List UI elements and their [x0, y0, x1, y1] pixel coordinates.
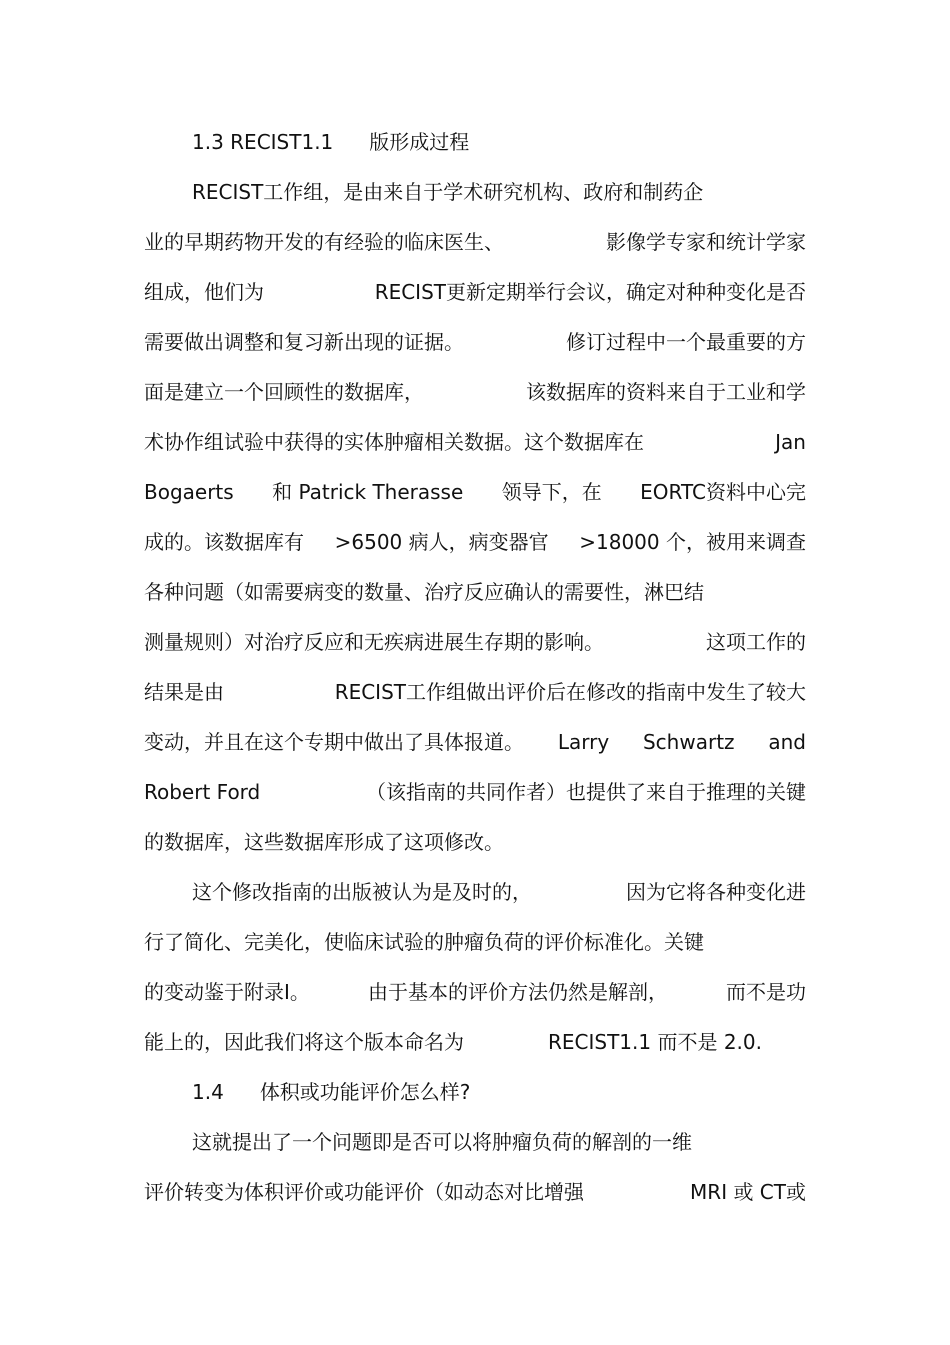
text-segment: 这个修改指南的出版被认为是及时的，	[192, 880, 532, 904]
text-segment: 行了简化、完美化，使临床试验的肿瘤负荷的评价标准化。关键	[144, 930, 704, 954]
text-segment: （该指南的共同作者）也提供了来自于推理的关键	[366, 780, 806, 804]
text-segment: 这就提出了一个问题即是否可以将肿瘤负荷的解剖的一维	[192, 1130, 692, 1154]
text-segment: >18000 个，被用来调查	[579, 530, 806, 554]
paragraph-line	[144, 429, 806, 455]
text-segment: 能上的，因此我们将这个版本命名为	[144, 1030, 464, 1054]
text-segment: 而不是功	[726, 980, 806, 1004]
paragraph-line	[144, 829, 806, 855]
text-segment: 术协作组试验中获得的实体肿瘤相关数据。这个数据库在	[144, 430, 644, 454]
paragraph-line	[144, 229, 806, 255]
text-segment: 1.3 RECIST1.1	[192, 130, 334, 154]
paragraph-line	[144, 329, 806, 355]
paragraph-line	[192, 1129, 806, 1155]
text-segment: 变动，并且在这个专期中做出了具体报道。	[144, 730, 524, 754]
text-segment: RECIST更新定期举行会议，确定对种种变化是否	[374, 280, 806, 304]
text-segment: 的数据库，这些数据库形成了这项修改。	[144, 830, 504, 854]
paragraph-line	[144, 629, 806, 655]
text-segment: 组成，他们为	[144, 280, 264, 304]
paragraph-line	[144, 929, 806, 955]
text-segment: RECIST1.1 而不是 2.0.	[548, 1030, 762, 1054]
text-segment: Schwartz	[642, 730, 735, 754]
paragraph-line	[144, 979, 806, 1005]
text-segment: 由于基本的评价方法仍然是解剖，	[367, 980, 668, 1004]
text-segment: >6500 病人，病变器官	[334, 530, 549, 554]
text-segment: 领导下，在	[501, 480, 602, 504]
paragraph-line	[144, 379, 806, 405]
text-segment: 体积或功能评价怎么样?	[259, 1080, 471, 1104]
paragraph-line	[144, 729, 806, 755]
text-segment: and	[768, 730, 806, 754]
text-segment: 因为它将各种变化进	[626, 880, 806, 904]
text-segment: Jan	[775, 430, 806, 454]
text-segment: 面是建立一个回顾性的数据库，	[144, 380, 424, 404]
paragraph-line	[144, 529, 806, 555]
text-segment: 测量规则）对治疗反应和无疾病进展生存期的影响。	[144, 630, 604, 654]
text-segment: MRI 或 CT或	[690, 1180, 806, 1204]
text-segment: 该数据库的资料来自于工业和学	[526, 380, 806, 404]
text-segment: 的变动鉴于附录Ⅰ。	[144, 980, 310, 1004]
text-segment: RECIST工作组，是由来自于学术研究机构、政府和制药企	[192, 180, 704, 204]
text-segment: 1.4	[192, 1080, 224, 1104]
section-heading-1-3	[192, 129, 806, 155]
text-segment: 和 Patrick Therasse	[272, 480, 464, 504]
text-segment: 业的早期药物开发的有经验的临床医生、	[144, 230, 504, 254]
paragraph-line	[144, 579, 806, 605]
paragraph-line	[144, 479, 806, 505]
text-segment: 成的。该数据库有	[144, 530, 304, 554]
paragraph-line	[192, 879, 806, 905]
text-segment: 各种问题（如需要病变的数量、治疗反应确认的需要性，淋巴结	[144, 580, 704, 604]
text-segment: Bogaerts	[144, 480, 234, 504]
text-segment: 影像学专家和统计学家	[606, 230, 806, 254]
text-segment: 需要做出调整和复习新出现的证据。	[144, 330, 464, 354]
paragraph-line	[144, 1179, 806, 1205]
text-segment: 结果是由	[144, 680, 224, 704]
text-segment: 版形成过程	[369, 130, 470, 154]
paragraph-line	[144, 279, 806, 305]
text-segment: Robert Ford	[144, 780, 261, 804]
paragraph-line	[144, 1029, 762, 1055]
text-segment: 修订过程中一个最重要的方	[566, 330, 806, 354]
paragraph-line	[192, 179, 806, 205]
text-segment: Larry	[557, 730, 610, 754]
text-segment: 这项工作的	[706, 630, 806, 654]
text-segment: 评价转变为体积评价或功能评价（如动态对比增强	[144, 1180, 584, 1204]
paragraph-line	[144, 679, 806, 705]
text-segment: EORTC资料中心完	[640, 480, 806, 504]
section-heading-1-4	[192, 1079, 806, 1105]
paragraph-line	[144, 779, 806, 805]
text-segment: RECIST工作组做出评价后在修改的指南中发生了较大	[334, 680, 806, 704]
